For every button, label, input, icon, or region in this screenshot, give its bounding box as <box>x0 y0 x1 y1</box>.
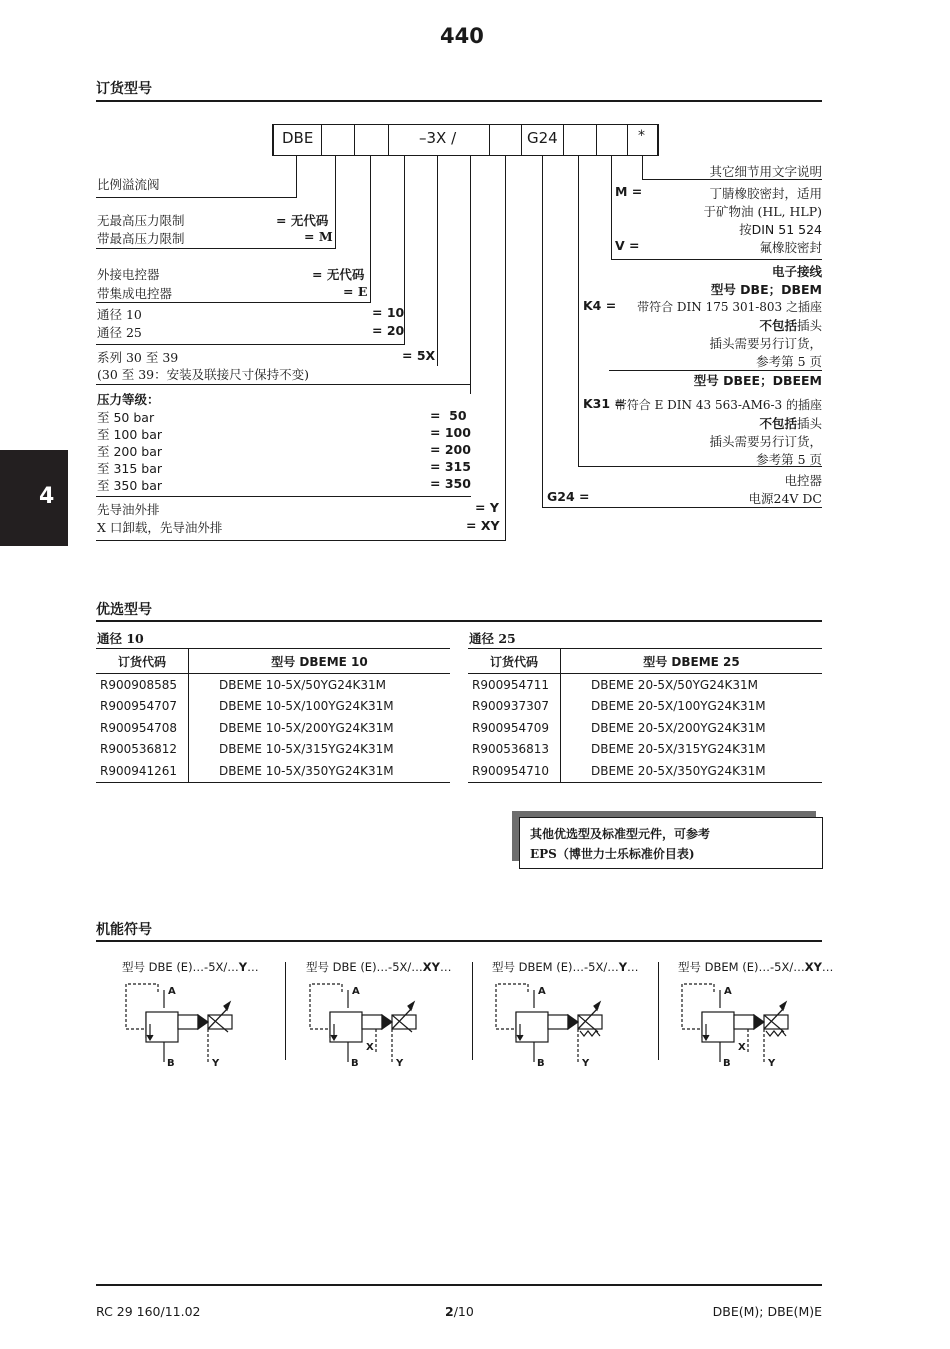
no-limit-label: 无最高压力限制 <box>97 213 185 228</box>
port-y-label: Y <box>582 1058 590 1069</box>
order-code-cell: R900937307 <box>468 696 561 718</box>
order-code-cell: R900954711 <box>468 674 561 696</box>
pressure-label: 至 315 bar <box>97 461 163 476</box>
page-number: 440 <box>440 24 484 48</box>
k4-line-4: 参考第 5 页 <box>756 354 822 369</box>
valve-symbol-icon <box>680 980 820 1070</box>
table-row <box>96 717 450 739</box>
type-cell: DBEME 20-5X/50YG24K31M <box>591 677 758 692</box>
preferred-table-ng10 <box>96 648 450 783</box>
port-a-label: A <box>352 986 360 997</box>
ext-ctrl-code: = 无代码 <box>312 267 365 282</box>
port-b-label: B <box>723 1058 731 1069</box>
order-code-row <box>272 124 658 156</box>
port-b-label: B <box>351 1058 359 1069</box>
chapter-tab <box>0 450 68 546</box>
type-cell: DBEME 20-5X/350YG24K31M <box>561 760 823 782</box>
ext-ctrl-label: 外接电控器 <box>97 267 160 282</box>
x-unload-code: = XY <box>466 518 500 533</box>
table-header: 订货代码 <box>96 649 189 674</box>
valve-symbol-icon <box>308 980 448 1070</box>
footer-doc-number: RC 29 160/11.02 <box>96 1304 201 1319</box>
order-code-cell: R900954708 <box>96 717 189 739</box>
ng10-code: = 10 <box>372 305 405 320</box>
ng25-label: 通径 25 <box>97 325 142 340</box>
order-code-cell: R900954707 <box>96 696 189 718</box>
port-b-label: B <box>167 1058 175 1069</box>
pressure-code: = 315 <box>430 459 471 474</box>
table-header: 订货代码 <box>468 649 561 674</box>
port-y-label: Y <box>768 1058 776 1069</box>
no-limit-code: = 无代码 <box>276 213 329 228</box>
port-x-label: X <box>366 1042 374 1053</box>
code-cell-dbe: DBE <box>282 129 314 147</box>
k31-line-4: 参考第 5 页 <box>756 452 822 467</box>
type-cell: DBEME 10-5X/315YG24K31M <box>219 742 394 757</box>
elec-title: 电子接线 <box>771 264 822 279</box>
port-a-label: A <box>538 986 546 997</box>
k31-line-3: 插头需要另行订货， <box>709 434 822 449</box>
pressure-label: 至 100 bar <box>97 427 163 442</box>
ng10-label: 通径 10 <box>97 307 142 322</box>
table-row <box>96 760 450 782</box>
k4-line-3: 插头需要另行订货， <box>709 336 822 351</box>
int-ctrl-label: 带集成电控器 <box>97 286 173 301</box>
table-header: 型号 DBEME 25 <box>561 649 823 674</box>
pressure-code: = 50 <box>430 408 467 423</box>
order-code-cell: R900536813 <box>468 739 561 761</box>
int-ctrl-code: = E <box>343 284 368 299</box>
footer-rule <box>96 1284 822 1286</box>
m-line-3: 按DIN 51 524 <box>739 222 822 237</box>
order-code-cell: R900908585 <box>96 674 189 696</box>
k4-code: K4 = <box>583 298 617 313</box>
type-cell: DBEME 20-5X/315YG24K31M <box>591 742 766 757</box>
order-code-cell: R900941261 <box>96 760 189 782</box>
symbol-caption: 型号 DBE (E)…-5X/…XY… <box>306 960 452 974</box>
k4-line-1: 带符合 DIN 175 301-803 之插座 <box>637 300 822 314</box>
k31-code: K31 = <box>583 396 625 411</box>
pressure-code: = 200 <box>430 442 471 457</box>
type-dbe: 型号 DBE；DBEM <box>710 282 822 297</box>
k31-line-1: 带符合 E DIN 43 563-AM6-3 的插座 <box>614 398 822 412</box>
series-label: 系列 30 至 39 <box>97 350 179 365</box>
table-row <box>468 696 822 718</box>
further-details: 其它细节用文字说明 <box>709 164 822 179</box>
g24-line-1: 电源24V DC <box>748 491 822 506</box>
pressure-label: 至 50 bar <box>97 410 155 425</box>
symbols-heading: 机能符号 <box>96 922 152 938</box>
x-unload-label: X 口卸载，先导油外排 <box>97 520 223 535</box>
port-y-label: Y <box>212 1058 220 1069</box>
footer-page: 2/10 <box>445 1304 474 1319</box>
order-code-cell: R900536812 <box>96 739 189 761</box>
ng25-code: = 20 <box>372 323 405 338</box>
table-ng10-title: 通径 10 <box>97 631 144 646</box>
type-cell: DBEME 20-5X/100YG24K31M <box>591 699 766 714</box>
symbol-caption: 型号 DBEM (E)…-5X/…XY… <box>678 960 834 974</box>
ordering-rule <box>96 100 822 102</box>
type-dbee: 型号 DBEE；DBEEM <box>693 373 822 388</box>
symbols-rule <box>96 940 822 942</box>
v-code: V = <box>615 238 640 253</box>
footer-product: DBE(M); DBE(M)E <box>712 1304 822 1319</box>
port-x-label: X <box>738 1042 746 1053</box>
with-limit-label: 带最高压力限制 <box>97 231 185 246</box>
valve-symbol-icon <box>494 980 634 1070</box>
type-cell: DBEME 10-5X/50YG24K31M <box>219 677 386 692</box>
table-row <box>468 760 822 782</box>
ctrl-label: 电控器 <box>784 473 822 488</box>
preferred-rule <box>96 620 822 622</box>
table-header: 型号 DBEME 10 <box>189 649 451 674</box>
series-note: (30 至 39：安装及联接尺寸保持不变) <box>97 367 310 382</box>
order-code-cell: R900954709 <box>468 717 561 739</box>
with-limit-code: = M <box>304 229 333 244</box>
code-cell-star: * <box>638 128 645 144</box>
port-b-label: B <box>537 1058 545 1069</box>
table-row <box>96 674 450 696</box>
pilot-ext-code: = Y <box>475 500 499 515</box>
pressure-code: = 350 <box>430 476 471 491</box>
table-row <box>468 717 822 739</box>
preferred-heading: 优选型号 <box>96 602 152 618</box>
pressure-title: 压力等级： <box>97 392 160 407</box>
pressure-label: 至 350 bar <box>97 478 163 493</box>
v-line-1: 氟橡胶密封 <box>759 240 822 255</box>
type-cell: DBEME 10-5X/100YG24K31M <box>219 699 394 714</box>
table-row <box>96 739 450 761</box>
k31-line-2: 不包括插头 <box>759 416 822 431</box>
m-line-2: 于矿物油 (HL, HLP) <box>703 204 822 219</box>
table-row <box>96 696 450 718</box>
valve-label: 比例溢流阀 <box>97 177 160 192</box>
table-row <box>468 739 822 761</box>
type-cell: DBEME 20-5X/200YG24K31M <box>591 720 766 735</box>
m-code: M = <box>615 184 643 199</box>
table-ng25-title: 通径 25 <box>469 631 516 646</box>
port-y-label: Y <box>396 1058 404 1069</box>
code-cell-g24: G24 <box>527 129 558 147</box>
type-cell: DBEME 10-5X/200YG24K31M <box>219 720 394 735</box>
chapter-tab-number: 4 <box>39 484 55 509</box>
series-code: = 5X <box>402 348 436 363</box>
port-a-label: A <box>724 986 732 997</box>
preferred-table-ng25 <box>468 648 822 783</box>
note-line-1: 其他优选型及标准型元件，可参考 <box>530 827 711 841</box>
symbol-caption: 型号 DBE (E)…-5X/…Y… <box>122 960 259 974</box>
k4-line-2: 不包括插头 <box>759 318 822 333</box>
pilot-ext-label: 先导油外排 <box>97 502 160 517</box>
note-line-2: EPS（博世力士乐标准价目表) <box>530 847 695 861</box>
valve-symbol-icon <box>124 980 264 1070</box>
m-line-1: 丁腈橡胶密封，适用 <box>709 186 822 201</box>
pressure-label: 至 200 bar <box>97 444 163 459</box>
port-a-label: A <box>168 986 176 997</box>
ordering-heading: 订货型号 <box>96 81 152 97</box>
symbol-caption: 型号 DBEM (E)…-5X/…Y… <box>492 960 639 974</box>
table-row <box>468 674 822 696</box>
pressure-code: = 100 <box>430 425 471 440</box>
order-code-cell: R900954710 <box>468 760 561 782</box>
code-cell-series: –3X / <box>419 129 457 147</box>
g24-code: G24 = <box>547 489 590 504</box>
type-cell: DBEME 10-5X/350YG24K31M <box>189 760 451 782</box>
